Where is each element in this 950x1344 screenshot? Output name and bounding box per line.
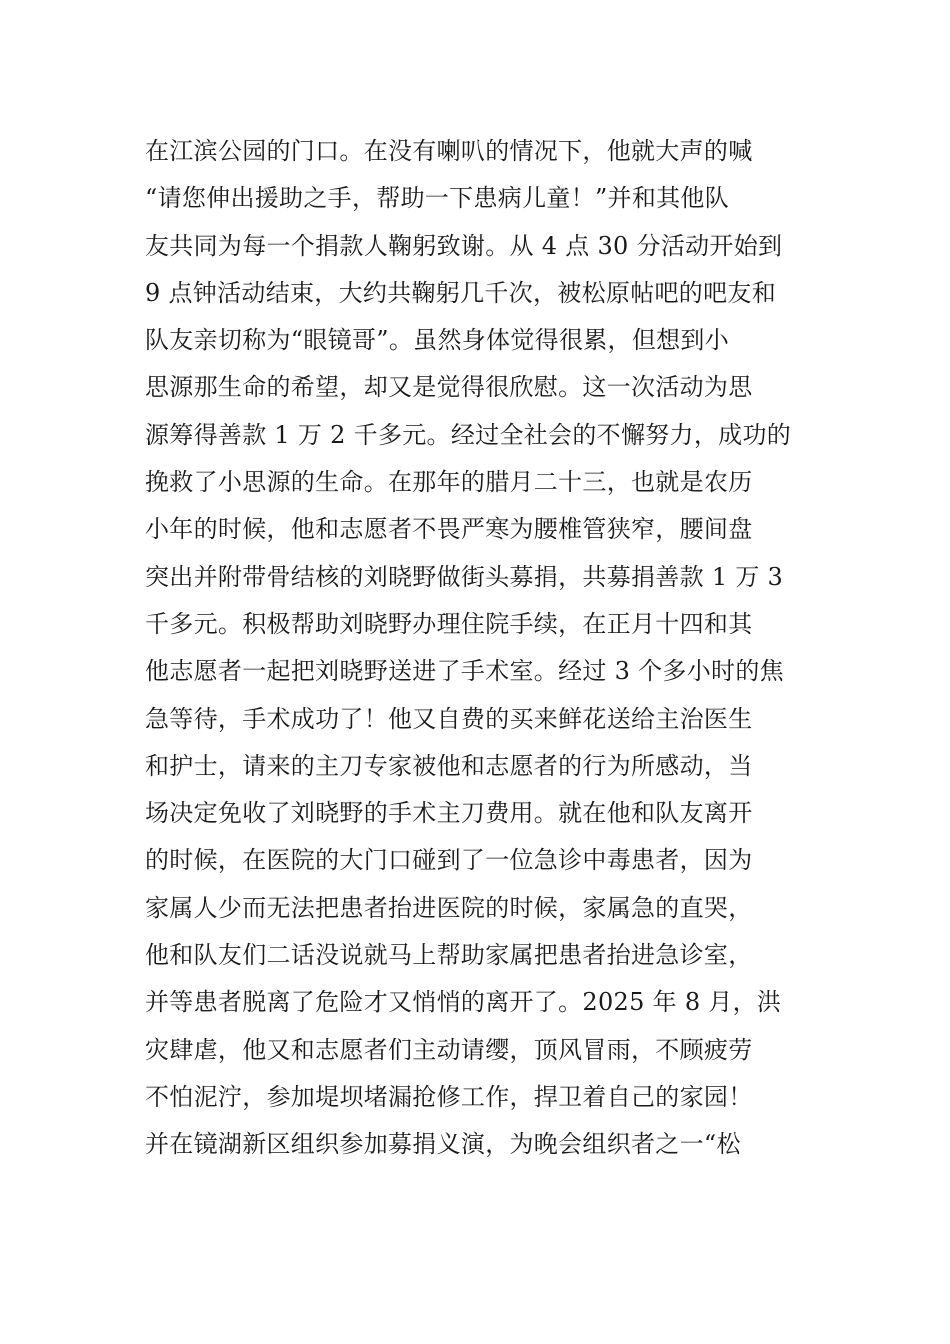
text-line: 的时候，在医院的大门口碰到了一位急诊中毒患者，因为 xyxy=(145,846,753,875)
text-line: 急等待，手术成功了！他又自费的买来鲜花送给主治医生 xyxy=(145,704,753,733)
text-line: 小年的时候，他和志愿者不畏严寒为腰椎管狭窄，腰间盘 xyxy=(145,515,753,544)
text-line: 并在镜湖新区组织参加募捐义演，为晚会组织者之一“松 xyxy=(145,1130,741,1159)
text-line: 友共同为每一个捐款人鞠躬致谢。从 4 点 30 分活动开始到 xyxy=(145,231,783,260)
text-line: 思源那生命的希望，却又是觉得很欣慰。这一次活动为思 xyxy=(145,373,753,402)
text-line: 和护士，请来的主刀专家被他和志愿者的行为所感动，当 xyxy=(145,751,753,780)
text-line: 源筹得善款 1 万 2 千多元。经过全社会的不懈努力，成功的 xyxy=(145,420,792,449)
text-line: 挽救了小思源的生命。在那年的腊月二十三，也就是农历 xyxy=(145,468,753,497)
text-line: 他志愿者一起把刘晓野送进了手术室。经过 3 个多小时的焦 xyxy=(145,657,784,686)
text-line: 灾肆虐，他又和志愿者们主动请缨，顶风冒雨，不顾疲劳 xyxy=(145,1035,753,1064)
text-line: 不怕泥泞，参加堤坝堵漏抢修工作，捍卫着自己的家园！ xyxy=(145,1082,753,1111)
text-line: “请您伸出援助之手，帮助一下患病儿童！”并和其他队 xyxy=(145,184,730,213)
text-line: 队友亲切称为“眼镜哥”。虽然身体觉得很累，但想到小 xyxy=(145,326,730,355)
text-line: 并等患者脱离了危险才又悄悄的离开了。2025 年 8 月，洪 xyxy=(145,988,782,1017)
body-text xyxy=(145,128,815,1169)
text-line: 他和队友们二话没说就马上帮助家属把患者抬进急诊室， xyxy=(145,941,753,970)
text-line: 在江滨公园的门口。在没有喇叭的情况下，他就大声的喊 xyxy=(145,137,753,165)
text-line: 场决定免收了刘晓野的手术主刀费用。就在他和队友离开 xyxy=(145,799,753,828)
text-line: 突出并附带骨结核的刘晓野做街头募捐，共募捐善款 1 万 3 xyxy=(145,562,784,591)
text-line: 家属人少而无法把患者抬进医院的时候，家属急的直哭， xyxy=(145,893,753,922)
text-line: 千多元。积极帮助刘晓野办理住院手续，在正月十四和其 xyxy=(145,609,753,638)
text-line: 9 点钟活动结束，大约共鞠躬几千次，被松原帖吧的吧友和 xyxy=(145,278,776,307)
